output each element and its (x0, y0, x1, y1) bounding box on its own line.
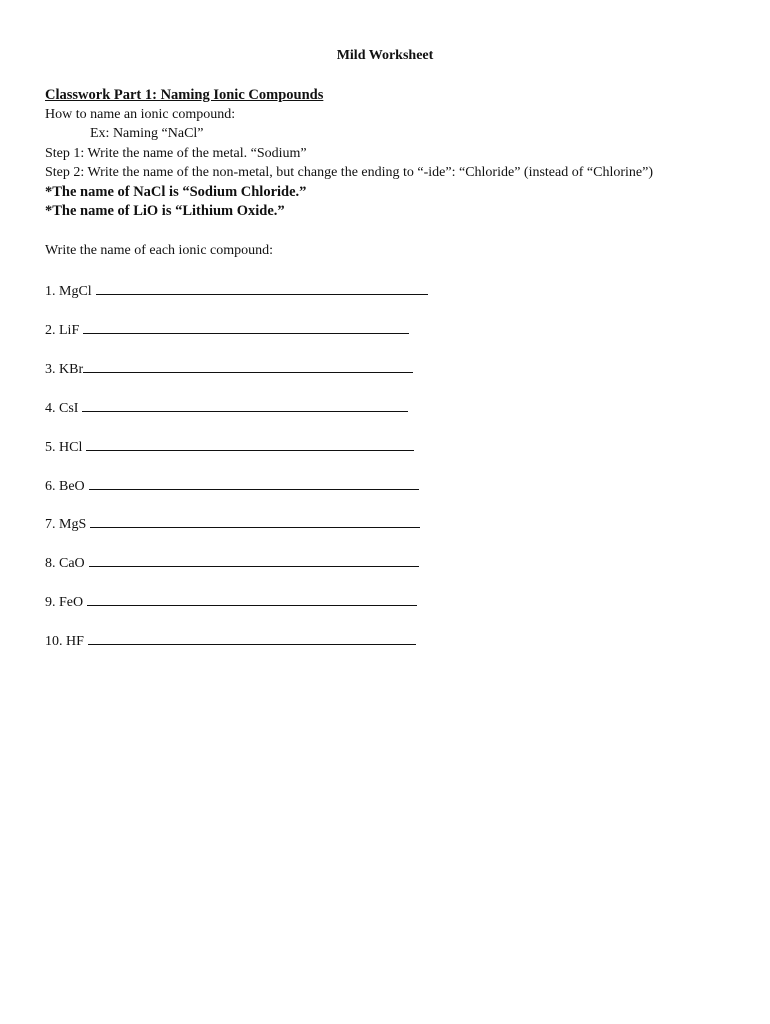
question-label: 1. MgCl (45, 284, 92, 299)
question-8 (45, 554, 419, 572)
answer-blank[interactable] (86, 438, 414, 451)
instructions-result-1: *The name of NaCl is “Sodium Chloride.” (45, 184, 307, 200)
instructions-intro: How to name an ionic compound: (45, 107, 236, 122)
question-10 (45, 632, 416, 650)
instructions-step-1: Step 1: Write the name of the metal. “Sodium” (45, 146, 307, 161)
question-9 (45, 593, 417, 611)
question-label: 5. HCl (45, 440, 83, 455)
question-2 (45, 321, 409, 339)
answer-blank[interactable] (89, 554, 419, 567)
question-label: 10. HF (45, 634, 84, 649)
question-label: 4. CsI (45, 401, 79, 416)
question-label: 6. BeO (45, 479, 85, 494)
instructions-result-2: *The name of LiO is “Lithium Oxide.” (45, 203, 285, 219)
section-heading: Classwork Part 1: Naming Ionic Compounds (45, 87, 324, 103)
instructions-example: Ex: Naming “NaCl” (90, 126, 204, 141)
answer-blank[interactable] (82, 399, 408, 412)
question-6 (45, 477, 419, 495)
question-label: 2. LiF (45, 323, 80, 338)
answer-blank[interactable] (83, 321, 409, 334)
instructions-step-2: Step 2: Write the name of the non-metal, but change the ending to “-ide”: “Chloride” (instead of “Chlorine”) (45, 165, 653, 180)
question-label: 3. KBr (45, 362, 84, 377)
question-label: 9. FeO (45, 595, 84, 610)
question-label: 7. MgS (45, 517, 87, 532)
question-label: 8. CaO (45, 556, 85, 571)
answer-blank[interactable] (90, 515, 420, 528)
answer-blank[interactable] (83, 360, 413, 373)
answer-blank[interactable] (96, 282, 428, 295)
question-7 (45, 515, 420, 533)
answer-blank[interactable] (89, 477, 419, 490)
questions-prompt: Write the name of each ionic compound: (45, 243, 274, 258)
answer-blank[interactable] (88, 632, 416, 645)
question-3 (45, 360, 413, 378)
question-5 (45, 438, 414, 456)
answer-blank[interactable] (87, 593, 417, 606)
question-1 (45, 282, 428, 300)
page-title: Mild Worksheet (336, 48, 434, 63)
question-4 (45, 399, 408, 417)
